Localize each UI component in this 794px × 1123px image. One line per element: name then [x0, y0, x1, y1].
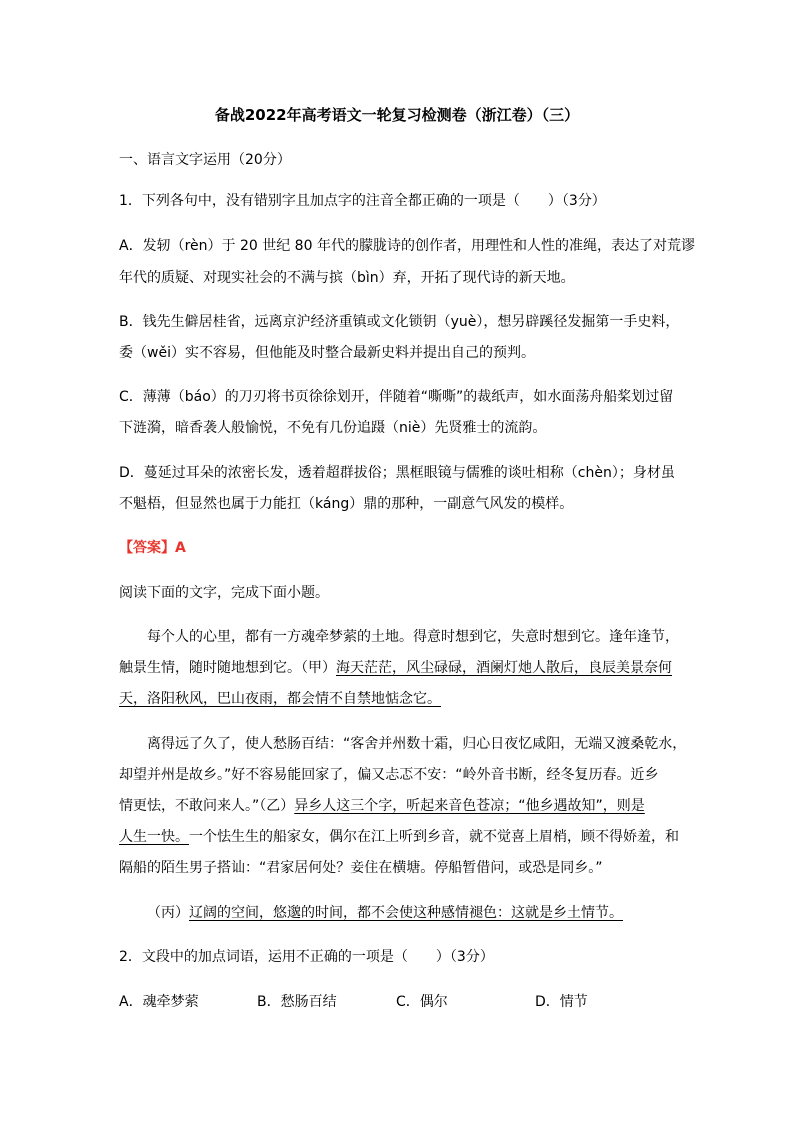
question-1-option-c-line1: C．薄薄（báo）的刀刃将书页徐徐划开，伴随着“嘶嘶”的裁纸声，如水面荡舟船桨划过留 — [119, 389, 674, 405]
underlined-passage-bing: 辽阔的空间，悠邈的时间，都不会使这种感情褪色：这就是乡土情节。 — [189, 905, 623, 921]
reading-instruction: 阅读下面的文字，完成下面小题。 — [119, 585, 329, 601]
passage-p1-line1: 每个人的心里，都有一方魂牵梦萦的土地。得意时想到它，失意时想到它。逢年逢节， — [147, 629, 679, 645]
question-1-option-c-line2: 下涟漪，暗香袭人般愉悦，不免有几份追蹑（niè）先贤雅士的流韵。 — [119, 420, 547, 436]
question-2-option-a: A．魂牵梦萦 — [119, 994, 199, 1010]
passage-text: 触景生情，随时随地想到它。（甲） — [119, 660, 336, 676]
underlined-passage-yi-end: 人生一快。 — [119, 829, 189, 845]
question-1-option-d-line1: D．蔓延过耳朵的浓密长发，透着超群拔俗；黑框眼镜与儒雅的谈吐相称（chèn）；身材虽 — [119, 465, 675, 481]
question-1-option-a-line2: 年代的质疑、对现实社会的不满与摈（bìn）弃，开拓了现代诗的新天地。 — [119, 270, 575, 286]
passage-p3-line1 — [147, 903, 623, 923]
answer-label: 【答案】 — [119, 540, 175, 556]
question-2-option-b: B．愁肠百结 — [257, 994, 337, 1010]
passage-p2-line2: 却望并州是故乡。”好不容易能回家了，偏又忐忑不安：“岭外音书断，经冬复历春。近乡 — [119, 767, 659, 783]
question-1-option-d-line2: 不魁梧，但显然也属于力能扛（káng）鼎的那种，一副意气风发的模样。 — [119, 496, 574, 512]
passage-text: 情更怯，不敢问来人。”（乙） — [119, 798, 295, 814]
passage-p2-line4 — [119, 827, 679, 847]
underlined-passage-jia: 海天茫茫，风尘碌碌，酒阑灯灺人散后，良辰美景奈何 — [336, 660, 672, 676]
passage-p2-line5: 隔船的陌生男子搭讪：“君家居何处？妾住在横塘。停船暂借问，或恐是同乡。” — [119, 860, 603, 876]
passage-text: 一个怯生生的船家女，偶尔在江上听到乡音，就不觉喜上眉梢，顾不得娇羞，和 — [189, 829, 679, 845]
section-heading: 一、语言文字运用（20分） — [119, 152, 291, 168]
question-1-option-b-line1: B．钱先生僻居桂省，远离京沪经济重镇或文化锁钥（yuè），想另辟蹊径发掘第一手史料， — [119, 314, 680, 330]
question-2-stem: 2．文段中的加点词语，运用不正确的一项是（ ）（3分） — [119, 949, 494, 965]
underlined-passage-yi: 异乡人这三个字，听起来音色苍凉；“他乡遇故知”，则是 — [294, 798, 645, 814]
question-1-option-a-line1: A．发轫（rèn）于 20 世纪 80 年代的朦胧诗的创作者，用理性和人性的准绳，表达了对荒谬 — [119, 238, 695, 254]
question-1-stem: 1．下列各句中，没有错别字且加点字的注音全都正确的一项是（ ）（3分） — [119, 193, 606, 209]
passage-text: （丙） — [147, 905, 189, 921]
answer-line — [119, 538, 186, 558]
answer-value: A — [175, 540, 186, 556]
question-2-option-c: C．偶尔 — [396, 994, 448, 1010]
document-title: 备战2022年高考语文一轮复习检测卷（浙江卷）（三） — [214, 106, 580, 124]
underlined-passage-jia-end: 天，洛阳秋风，巴山夜雨，都会情不自禁地惦念它。 — [119, 691, 441, 707]
question-1-option-b-line2: 委（wěi）实不容易，但他能及时整合最新史料并提出自己的预判。 — [119, 345, 535, 361]
passage-p1-line3 — [119, 689, 441, 709]
question-2-option-d: D．情节 — [535, 994, 588, 1010]
passage-p2-line3 — [119, 796, 645, 816]
passage-p2-line1: 离得远了久了，使人愁肠百结：“客舍并州数十霜，归心日夜忆咸阳，无端又渡桑乾水， — [147, 736, 687, 752]
passage-p1-line2 — [119, 658, 672, 678]
